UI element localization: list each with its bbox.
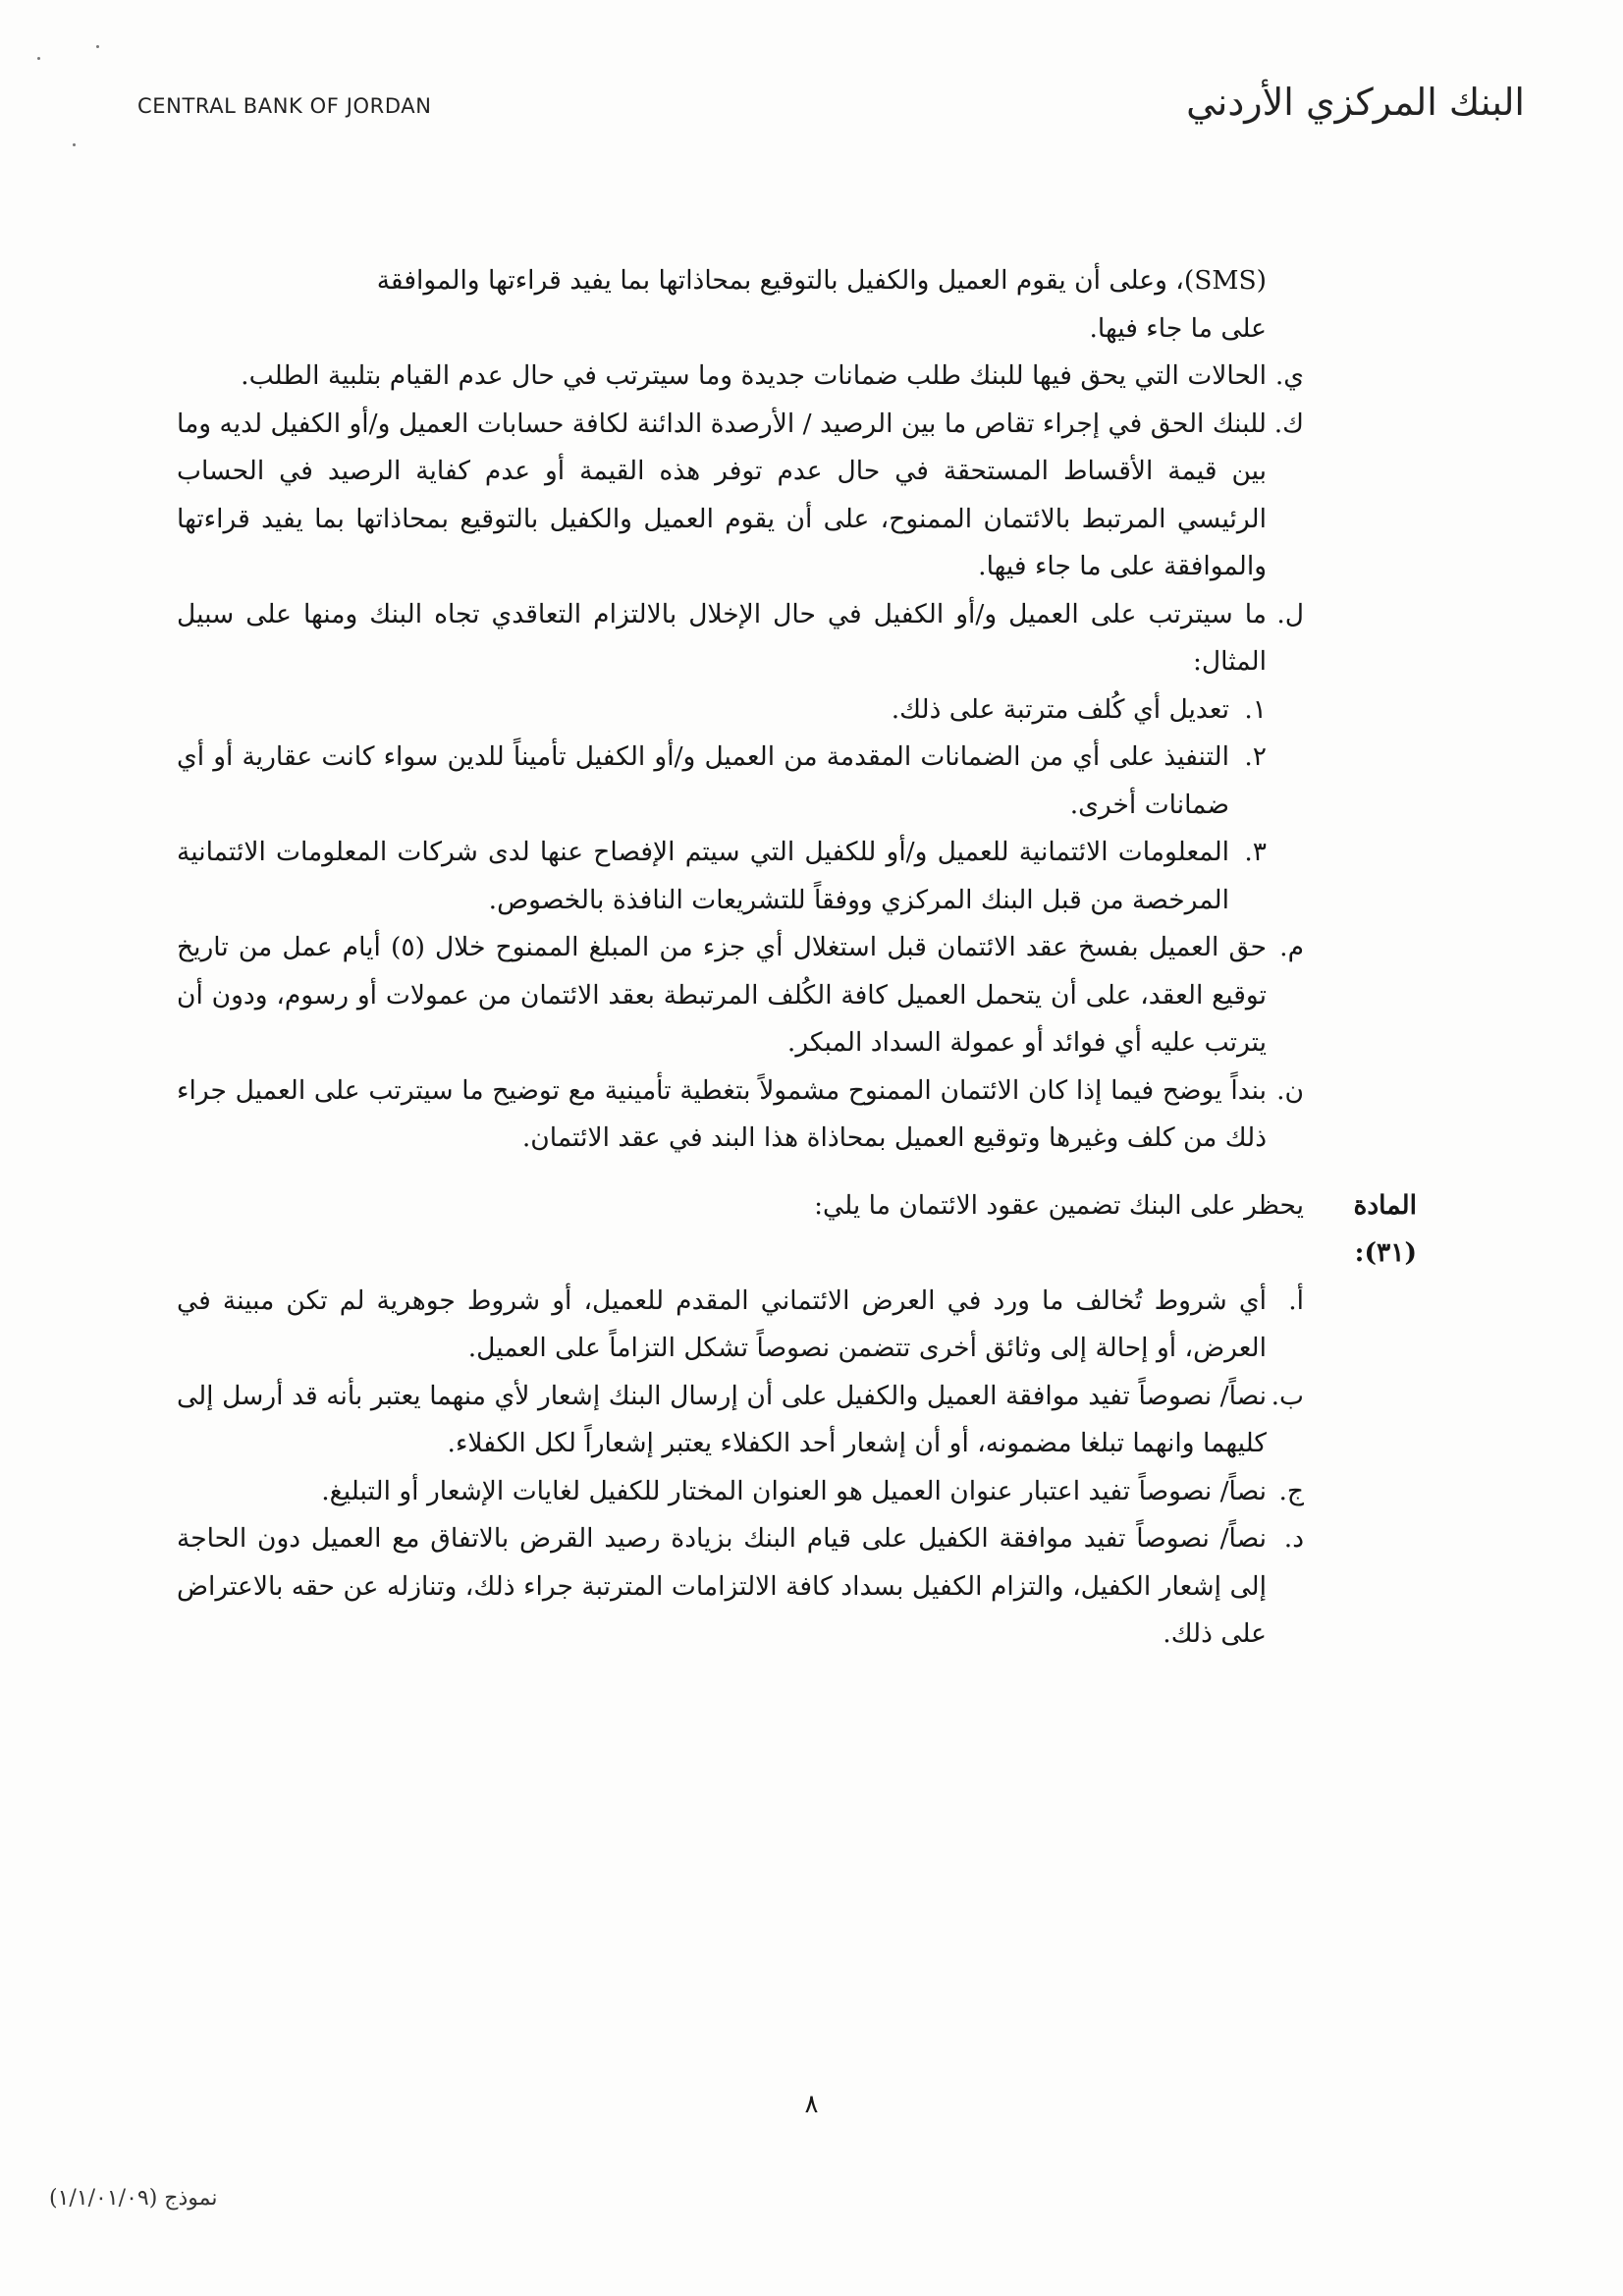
list-text: تعديل أي كُلف مترتبة على ذلك. [891, 693, 1229, 725]
list-text: حق العميل بفسخ عقد الائتمان قبل استغلال أي جزء من المبلغ الممنوح خلال (٥) أيام عمل من تاريخ توقيع العقد، على أن يتحمل العميل كافة الكُلف المرتبطة بعقد الائتمان من عمولات أو رسوم، ودون أن يترتب عليه أي فوائد أو عمولة السداد المبكر. [177, 932, 1267, 1058]
list-marker: ٢. [1244, 741, 1267, 772]
form-footer: نموذج (١/١/٠١/٠٩) [49, 2186, 218, 2211]
list-marker: م. [1279, 932, 1304, 962]
article-intro: يحظر على البنك تضمين عقود الائتمان ما يلي: [814, 1189, 1304, 1221]
list-text: التنفيذ على أي من الضمانات المقدمة من العميل و/أو الكفيل تأميناً للدين سواء كانت عقارية أو أي ضمانات أخرى. [177, 741, 1229, 820]
continuation-line: على ما جاء فيها. [1089, 312, 1267, 344]
list-text: بنداً يوضح فيما إذا كان الائتمان الممنوح مشمولاً بتغطية تأمينية مع توضيح ما سيترتب على العميل جراء ذلك من كلف وغيرها وتوقيع العميل بمحاذاة هذا البند في عقد الائتمان. [177, 1074, 1267, 1153]
list-text: نصاً/ نصوصاً تفيد موافقة العميل والكفيل على أن إرسال البنك إشعار لأي منهما يعتبر بأنه قد أرسل إلى كليهما وانهما تبلغا مضمونه، أو أن إشعار أحد الكفلاء يعتبر إشعاراً لكل الكفلاء. [177, 1380, 1267, 1458]
sub-list-item [177, 686, 1267, 735]
article-label: المادة (٣١): [1353, 1189, 1417, 1268]
list-marker: د. [1283, 1523, 1304, 1554]
list-text: المعلومات الائتمانية للعميل و/أو للكفيل التي سيتم الإفصاح عنها لدى شركات المعلومات الائتمانية المرخصة من قبل البنك المركزي ووفقاً للتشريعات النافذة بالخصوص. [177, 837, 1229, 915]
list-marker: ب. [1271, 1380, 1304, 1411]
list-item [177, 1278, 1304, 1373]
list-item [177, 1515, 1304, 1659]
article-list [177, 1278, 1304, 1659]
list-marker: أ. [1288, 1285, 1304, 1316]
list-marker: ل. [1276, 598, 1304, 629]
list-marker: ٣. [1244, 837, 1267, 867]
list-text: أي شروط تُخالف ما ورد في العرض الائتماني المقدم للعميل، أو شروط جوهرية لم تكن مبينة في العرض، أو إحالة إلى وثائق أخرى تتضمن نصوصاً تشكل التزاماً على العميل. [177, 1285, 1267, 1363]
list-item [177, 591, 1304, 686]
header-arabic: البنك المركزي الأردني [1186, 81, 1525, 124]
list-text: الحالات التي يحق فيها للبنك طلب ضمانات جديدة وما سيترتب في حال عدم القيام بتلبية الطلب. [241, 360, 1267, 391]
page-number: ٨ [804, 2090, 819, 2119]
document-body [177, 257, 1417, 1659]
list-item [177, 353, 1304, 401]
article-heading [177, 1182, 1417, 1278]
sub-list [177, 686, 1267, 925]
sub-list-item [177, 734, 1267, 829]
sub-list-item [177, 829, 1267, 924]
header-english: CENTRAL BANK OF JORDAN [137, 94, 432, 118]
list-text: للبنك الحق في إجراء تقاص ما بين الرصيد / الأرصدة الدائنة لكافة حسابات العميل و/أو الكفيل لديه وما بين قيمة الأقساط المستحقة في حال عدم توفر هذه القيمة أو عدم كفاية الرصيد في الحساب الرئيسي المرتبط بالائتمان الممنوح، على أن يقوم العميل والكفيل بالتوقيع بمحاذاتها بما يفيد قراءتها والموافقة على ما جاء فيها. [177, 408, 1267, 581]
list-marker: ي. [1274, 360, 1304, 391]
list-item [177, 924, 1304, 1067]
list-item [177, 1067, 1304, 1163]
list-marker: ك. [1273, 408, 1304, 439]
list-text: نصاً/ نصوصاً تفيد موافقة الكفيل على قيام البنك بزيادة رصيد القرض بالاتفاق مع العميل دون الحاجة إلى إشعار الكفيل، والتزام الكفيل بسداد كافة الالتزامات المترتبة جراء ذلك، وتنازله عن حقه بالاعتراض على ذلك. [177, 1523, 1267, 1649]
list-item [177, 1373, 1304, 1468]
list-text: ما سيترتب على العميل و/أو الكفيل في حال الإخلال بالالتزام التعاقدي تجاه البنك ومنها على سبيل المثال: [177, 598, 1267, 677]
continuation-line: (SMS)، وعلى أن يقوم العميل والكفيل بالتوقيع بمحاذاتها بما يفيد قراءتها والموافقة [376, 265, 1267, 296]
list-item [177, 1468, 1304, 1516]
list-marker: ١. [1244, 693, 1267, 725]
list-text: نصاً/ نصوصاً تفيد اعتبار عنوان العميل هو العنوان المختار للكفيل لغايات الإشعار أو التبليغ. [321, 1475, 1267, 1506]
list-marker: ج. [1278, 1475, 1304, 1506]
list-item [177, 401, 1304, 591]
list-marker: ن. [1276, 1074, 1304, 1106]
